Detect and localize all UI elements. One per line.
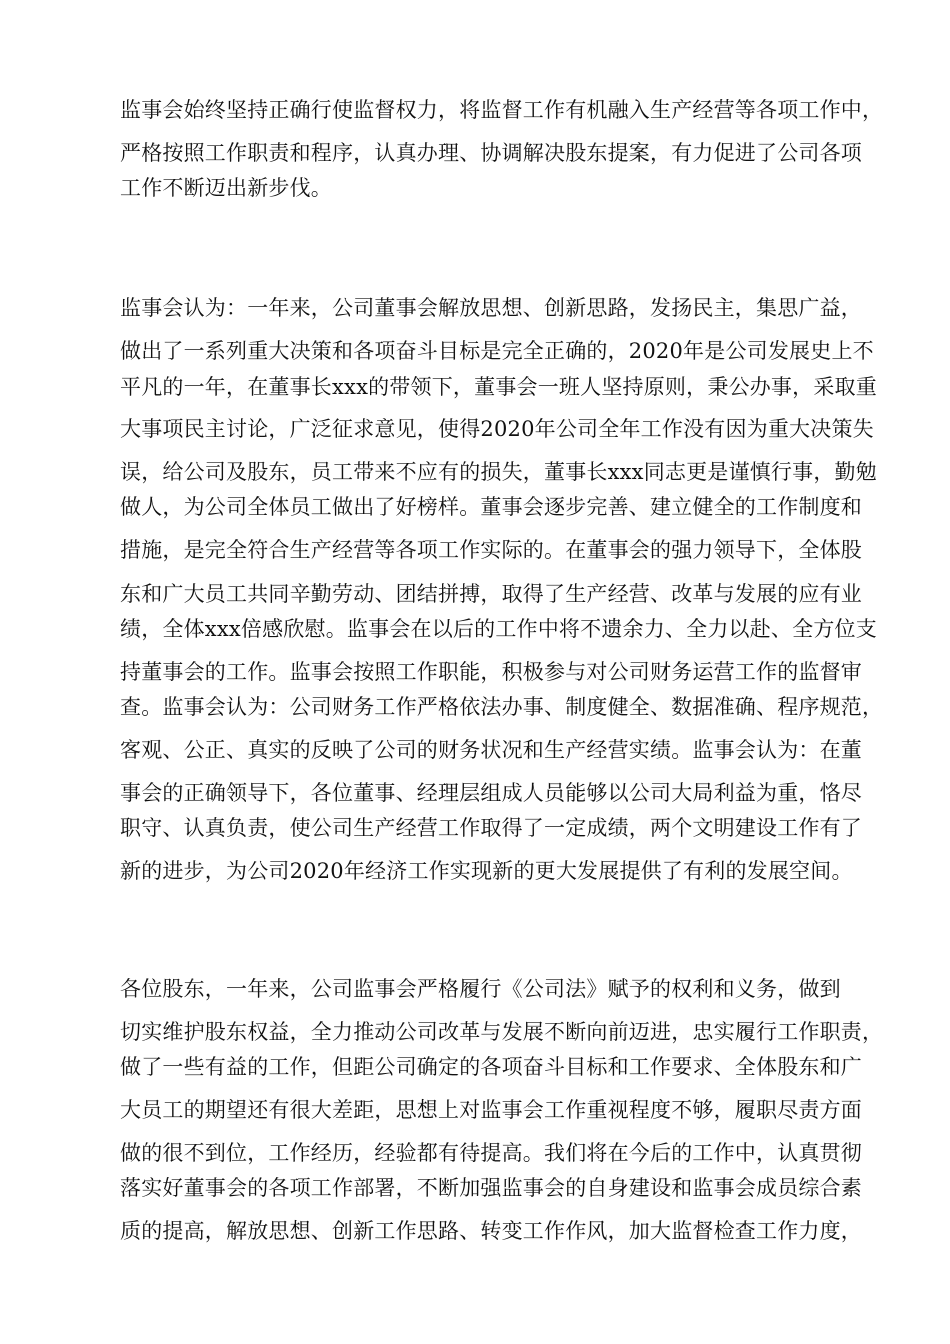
text-line: 东和广大员工共同辛勤劳动、团结拼搏，取得了生产经营、改革与发展的应有业 [120, 582, 862, 606]
text-line: 落实好董事会的各项工作部署，不断加强监事会的自身建设和监事会成员综合素 [120, 1176, 862, 1200]
text-line: 持董事会的工作。监事会按照工作职能，积极参与对公司财务运营工作的监督审 [120, 660, 862, 684]
text-line: 平凡的一年，在董事长xxx的带领下，董事会一班人坚持原则，秉公办事，采取重 [120, 375, 877, 399]
text-line: 做出了一系列重大决策和各项奋斗目标是完全正确的，2020年是公司发展史上不 [120, 339, 874, 363]
text-line: 监事会认为：一年来，公司董事会解放思想、创新思路，发扬民主，集思广益， [120, 296, 862, 320]
text-line: 切实维护股东权益，全力推动公司改革与发展不断向前迈进，忠实履行工作职责， [120, 1020, 884, 1044]
text-line: 工作不断迈出新步伐。 [120, 176, 332, 200]
text-line: 大事项民主讨论，广泛征求意见，使得2020年公司全年工作没有因为重大决策失 [120, 417, 874, 441]
text-line: 质的提高，解放思想、创新工作思路、转变工作作风，加大监督检查工作力度， [120, 1219, 862, 1243]
text-line: 新的进步，为公司2020年经济工作实现新的更大发展提供了有利的发展空间。 [120, 859, 853, 883]
text-line: 客观、公正、真实的反映了公司的财务状况和生产经营实绩。监事会认为：在董 [120, 738, 862, 762]
text-line: 各位股东，一年来，公司监事会严格履行《公司法》赋予的权利和义务，做到 [120, 977, 841, 1001]
text-line: 误，给公司及股东，员工带来不应有的损失，董事长xxx同志更是谨慎行事，勤勉 [120, 460, 877, 484]
text-line: 严格按照工作职责和程序，认真办理、协调解决股东提案，有力促进了公司各项 [120, 141, 862, 165]
text-line: 监事会始终坚持正确行使监督权力，将监督工作有机融入生产经营等各项工作中， [120, 98, 884, 122]
text-line: 做人，为公司全体员工做出了好榜样。董事会逐步完善、建立健全的工作制度和 [120, 495, 862, 519]
text-line: 职守、认真负责，使公司生产经营工作取得了一定成绩，两个文明建设工作有了 [120, 816, 862, 840]
text-line: 事会的正确领导下，各位董事、经理层组成人员能够以公司大局利益为重，恪尽 [120, 781, 862, 805]
text-line: 措施，是完全符合生产经营等各项工作实际的。在董事会的强力领导下，全体股 [120, 538, 862, 562]
text-line: 做的很不到位，工作经历，经验都有待提高。我们将在今后的工作中，认真贯彻 [120, 1141, 862, 1165]
text-line: 大员工的期望还有很大差距，思想上对监事会工作重视程度不够，履职尽责方面 [120, 1098, 862, 1122]
text-line: 查。监事会认为：公司财务工作严格依法办事、制度健全、数据准确、程序规范， [120, 695, 884, 719]
text-line: 做了一些有益的工作，但距公司确定的各项奋斗目标和工作要求、全体股东和广 [120, 1055, 862, 1079]
text-line: 绩，全体xxx倍感欣慰。监事会在以后的工作中将不遗余力、全力以赴、全方位支 [120, 617, 877, 641]
